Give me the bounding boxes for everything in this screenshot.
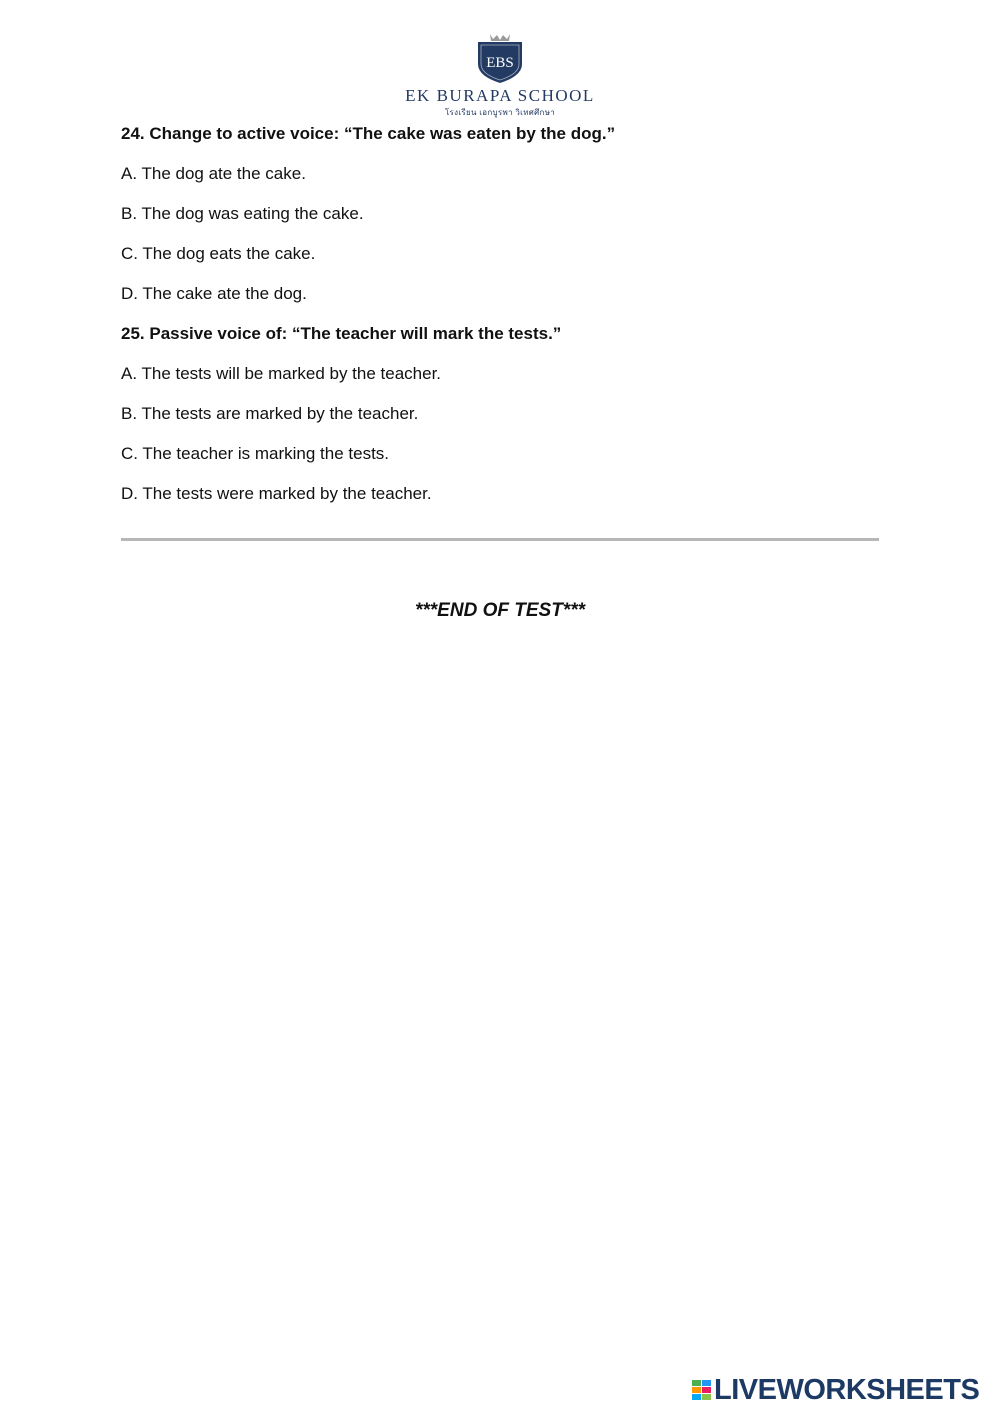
question-list (121, 122, 881, 522)
school-subtitle: โรงเรียน เอกบูรพา วิเทศศึกษา (444, 108, 556, 117)
option-b: B. The tests are marked by the teacher. (121, 404, 419, 423)
question-text: 24. Change to active voice: “The cake was eaten by the dog.” (121, 124, 616, 143)
end-of-test-text: ***END OF TEST*** (415, 600, 585, 621)
option-d: D. The tests were marked by the teacher. (121, 484, 432, 503)
question-25 (121, 322, 881, 522)
liveworksheets-logo-icon (692, 1378, 712, 1404)
option-a: A. The tests will be marked by the teacher. (121, 364, 442, 383)
question-24 (121, 122, 881, 322)
liveworksheets-brand-text: LIVEWORKSHEETS (714, 1374, 980, 1406)
option-d: D. The cake ate the dog. (121, 284, 307, 303)
divider-line (121, 538, 879, 541)
question-text: 25. Passive voice of: “The teacher will mark the tests.” (121, 324, 562, 343)
option-a: A. The dog ate the cake. (121, 164, 306, 183)
school-name: EK BURAPA SCHOOL (405, 86, 595, 105)
crest-letters: EBS (486, 55, 514, 71)
option-c: C. The teacher is marking the tests. (121, 444, 390, 463)
school-logo (0, 30, 1000, 119)
school-crest-icon (474, 30, 526, 84)
option-c: C. The dog eats the cake. (121, 244, 316, 263)
liveworksheets-footer[interactable] (692, 1374, 979, 1407)
option-b: B. The dog was eating the cake. (121, 204, 364, 223)
